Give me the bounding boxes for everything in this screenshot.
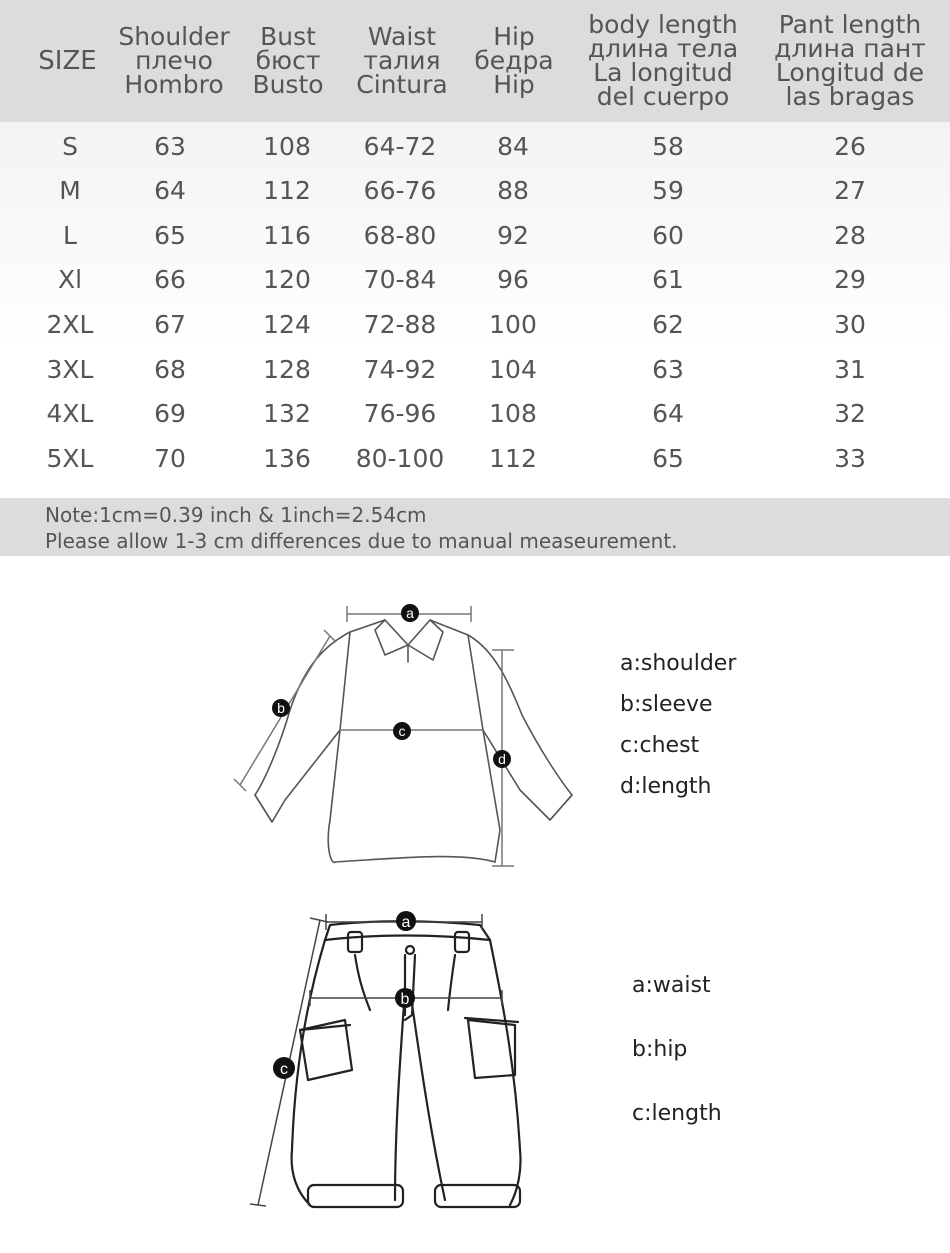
- cell-waist: 68-80: [363, 220, 437, 250]
- cell-shoulder: 65: [154, 220, 186, 250]
- marker-label: c: [280, 1061, 288, 1078]
- table-row: [0, 213, 950, 257]
- header-line: las bragas: [785, 82, 915, 111]
- header-line: del cuerpo: [596, 82, 730, 111]
- cell-bust: 116: [263, 220, 311, 250]
- header-line: Hombro: [124, 70, 224, 99]
- cell-shoulder: 69: [154, 398, 186, 428]
- marker-b: [272, 699, 290, 717]
- header-line: Waist: [367, 22, 437, 51]
- marker-c: [393, 722, 411, 740]
- cell-size: 3XL: [46, 354, 94, 384]
- marker-label: b: [277, 700, 285, 716]
- cell-size: 5XL: [46, 443, 94, 473]
- header-line: Pant length: [778, 10, 922, 39]
- cell-waist: 74-92: [363, 354, 437, 384]
- pants-diagram: [230, 900, 550, 1220]
- header-line: SIZE: [38, 46, 97, 76]
- header-hip: [466, 0, 562, 122]
- cell-hip: 84: [497, 131, 529, 161]
- header-line: Shoulder: [118, 22, 230, 51]
- cell-shoulder: 66: [154, 264, 186, 294]
- cell-waist: 72-88: [363, 309, 437, 339]
- header-line: Hip: [493, 70, 535, 99]
- cell-waist: 66-76: [363, 175, 437, 205]
- cell-hip: 104: [489, 354, 537, 384]
- note-line-2: Please allow 1-3 cm differences due to manual measeurement.: [45, 529, 678, 553]
- marker-label: b: [400, 991, 410, 1008]
- cell-body-length: 64: [652, 398, 684, 428]
- marker-a: [401, 604, 419, 622]
- cell-body-length: 61: [652, 264, 684, 294]
- header-line: Busto: [252, 70, 324, 99]
- cell-waist: 64-72: [363, 131, 437, 161]
- cell-waist: 70-84: [363, 264, 437, 294]
- table-row: [0, 347, 950, 391]
- cell-hip: 88: [497, 175, 529, 205]
- cell-shoulder: 67: [154, 309, 186, 339]
- cell-size: 4XL: [46, 398, 94, 428]
- marker-a: [396, 911, 416, 931]
- legend-hip: b:hip: [632, 1037, 688, 1062]
- header-line: body length: [588, 10, 738, 39]
- cell-body-length: 59: [652, 175, 684, 205]
- cell-bust: 108: [263, 131, 311, 161]
- legend-waist: a:waist: [632, 973, 711, 998]
- marker-c: [273, 1057, 295, 1079]
- header-size: [20, 0, 115, 122]
- cell-pant-length: 32: [834, 398, 866, 428]
- header-line: плечо: [135, 46, 213, 75]
- cell-size: Xl: [57, 264, 83, 294]
- table-row: [0, 391, 950, 435]
- cell-body-length: 62: [652, 309, 684, 339]
- cell-size: S: [62, 131, 78, 161]
- shirt-diagram: [200, 590, 600, 880]
- cell-shoulder: 64: [154, 175, 186, 205]
- cell-hip: 96: [497, 264, 529, 294]
- cell-pant-length: 33: [834, 443, 866, 473]
- cell-shoulder: 70: [154, 443, 186, 473]
- table-row: [0, 436, 950, 480]
- cell-waist: 76-96: [363, 398, 437, 428]
- header-line: Longitud de: [775, 58, 925, 87]
- header-line: бюст: [255, 46, 321, 75]
- cell-size: 2XL: [46, 309, 94, 339]
- cell-hip: 108: [489, 398, 537, 428]
- header-line: La longitud: [593, 58, 733, 87]
- marker-label: a: [401, 914, 411, 931]
- cell-waist: 80-100: [355, 443, 445, 473]
- marker-label: d: [498, 751, 506, 767]
- table-row: [0, 257, 950, 301]
- cell-body-length: 58: [652, 131, 684, 161]
- cell-body-length: 63: [652, 354, 684, 384]
- cell-hip: 92: [497, 220, 529, 250]
- cell-bust: 120: [263, 264, 311, 294]
- note-line-1: Note:1cm=0.39 inch & 1inch=2.54cm: [45, 503, 427, 527]
- cell-bust: 112: [263, 175, 311, 205]
- cell-body-length: 60: [652, 220, 684, 250]
- cell-body-length: 65: [652, 443, 684, 473]
- size-table-header: [0, 0, 950, 122]
- cell-size: M: [59, 175, 81, 205]
- legend-pant-length: c:length: [632, 1101, 722, 1126]
- table-row: [0, 168, 950, 212]
- cell-bust: 124: [263, 309, 311, 339]
- header-line: Cintura: [356, 70, 448, 99]
- header-waist: [343, 0, 461, 122]
- marker-label: c: [398, 723, 406, 739]
- header-line: длина тела: [587, 34, 739, 63]
- header-line: Bust: [260, 22, 316, 51]
- cell-hip: 112: [489, 443, 537, 473]
- marker-d: [493, 750, 511, 768]
- legend-sleeve: b:sleeve: [620, 692, 713, 717]
- cell-pant-length: 26: [834, 131, 866, 161]
- marker-label: a: [406, 605, 414, 621]
- header-pant-length: [760, 0, 940, 122]
- cell-bust: 132: [263, 398, 311, 428]
- legend-chest: c:chest: [620, 733, 700, 758]
- header-line: длина пант: [774, 34, 926, 63]
- measurement-note: [0, 498, 950, 556]
- marker-b: [395, 988, 415, 1008]
- cell-bust: 128: [263, 354, 311, 384]
- cell-bust: 136: [263, 443, 311, 473]
- cell-shoulder: 68: [154, 354, 186, 384]
- table-row: [0, 302, 950, 346]
- legend-shoulder: a:shoulder: [620, 651, 737, 676]
- cell-shoulder: 63: [154, 131, 186, 161]
- header-line: бедра: [474, 46, 554, 75]
- header-line: талия: [363, 46, 441, 75]
- cell-pant-length: 28: [834, 220, 866, 250]
- cell-hip: 100: [489, 309, 537, 339]
- header-shoulder: [108, 0, 240, 122]
- cell-pant-length: 30: [834, 309, 866, 339]
- header-line: Hip: [493, 22, 535, 51]
- legend-length: d:length: [620, 774, 712, 799]
- cell-pant-length: 27: [834, 175, 866, 205]
- header-body-length: [572, 0, 754, 122]
- table-row: [0, 124, 950, 168]
- header-bust: [240, 0, 336, 122]
- cell-pant-length: 29: [834, 264, 866, 294]
- cell-pant-length: 31: [834, 354, 866, 384]
- cell-size: L: [63, 220, 77, 250]
- size-table-body: [0, 122, 950, 498]
